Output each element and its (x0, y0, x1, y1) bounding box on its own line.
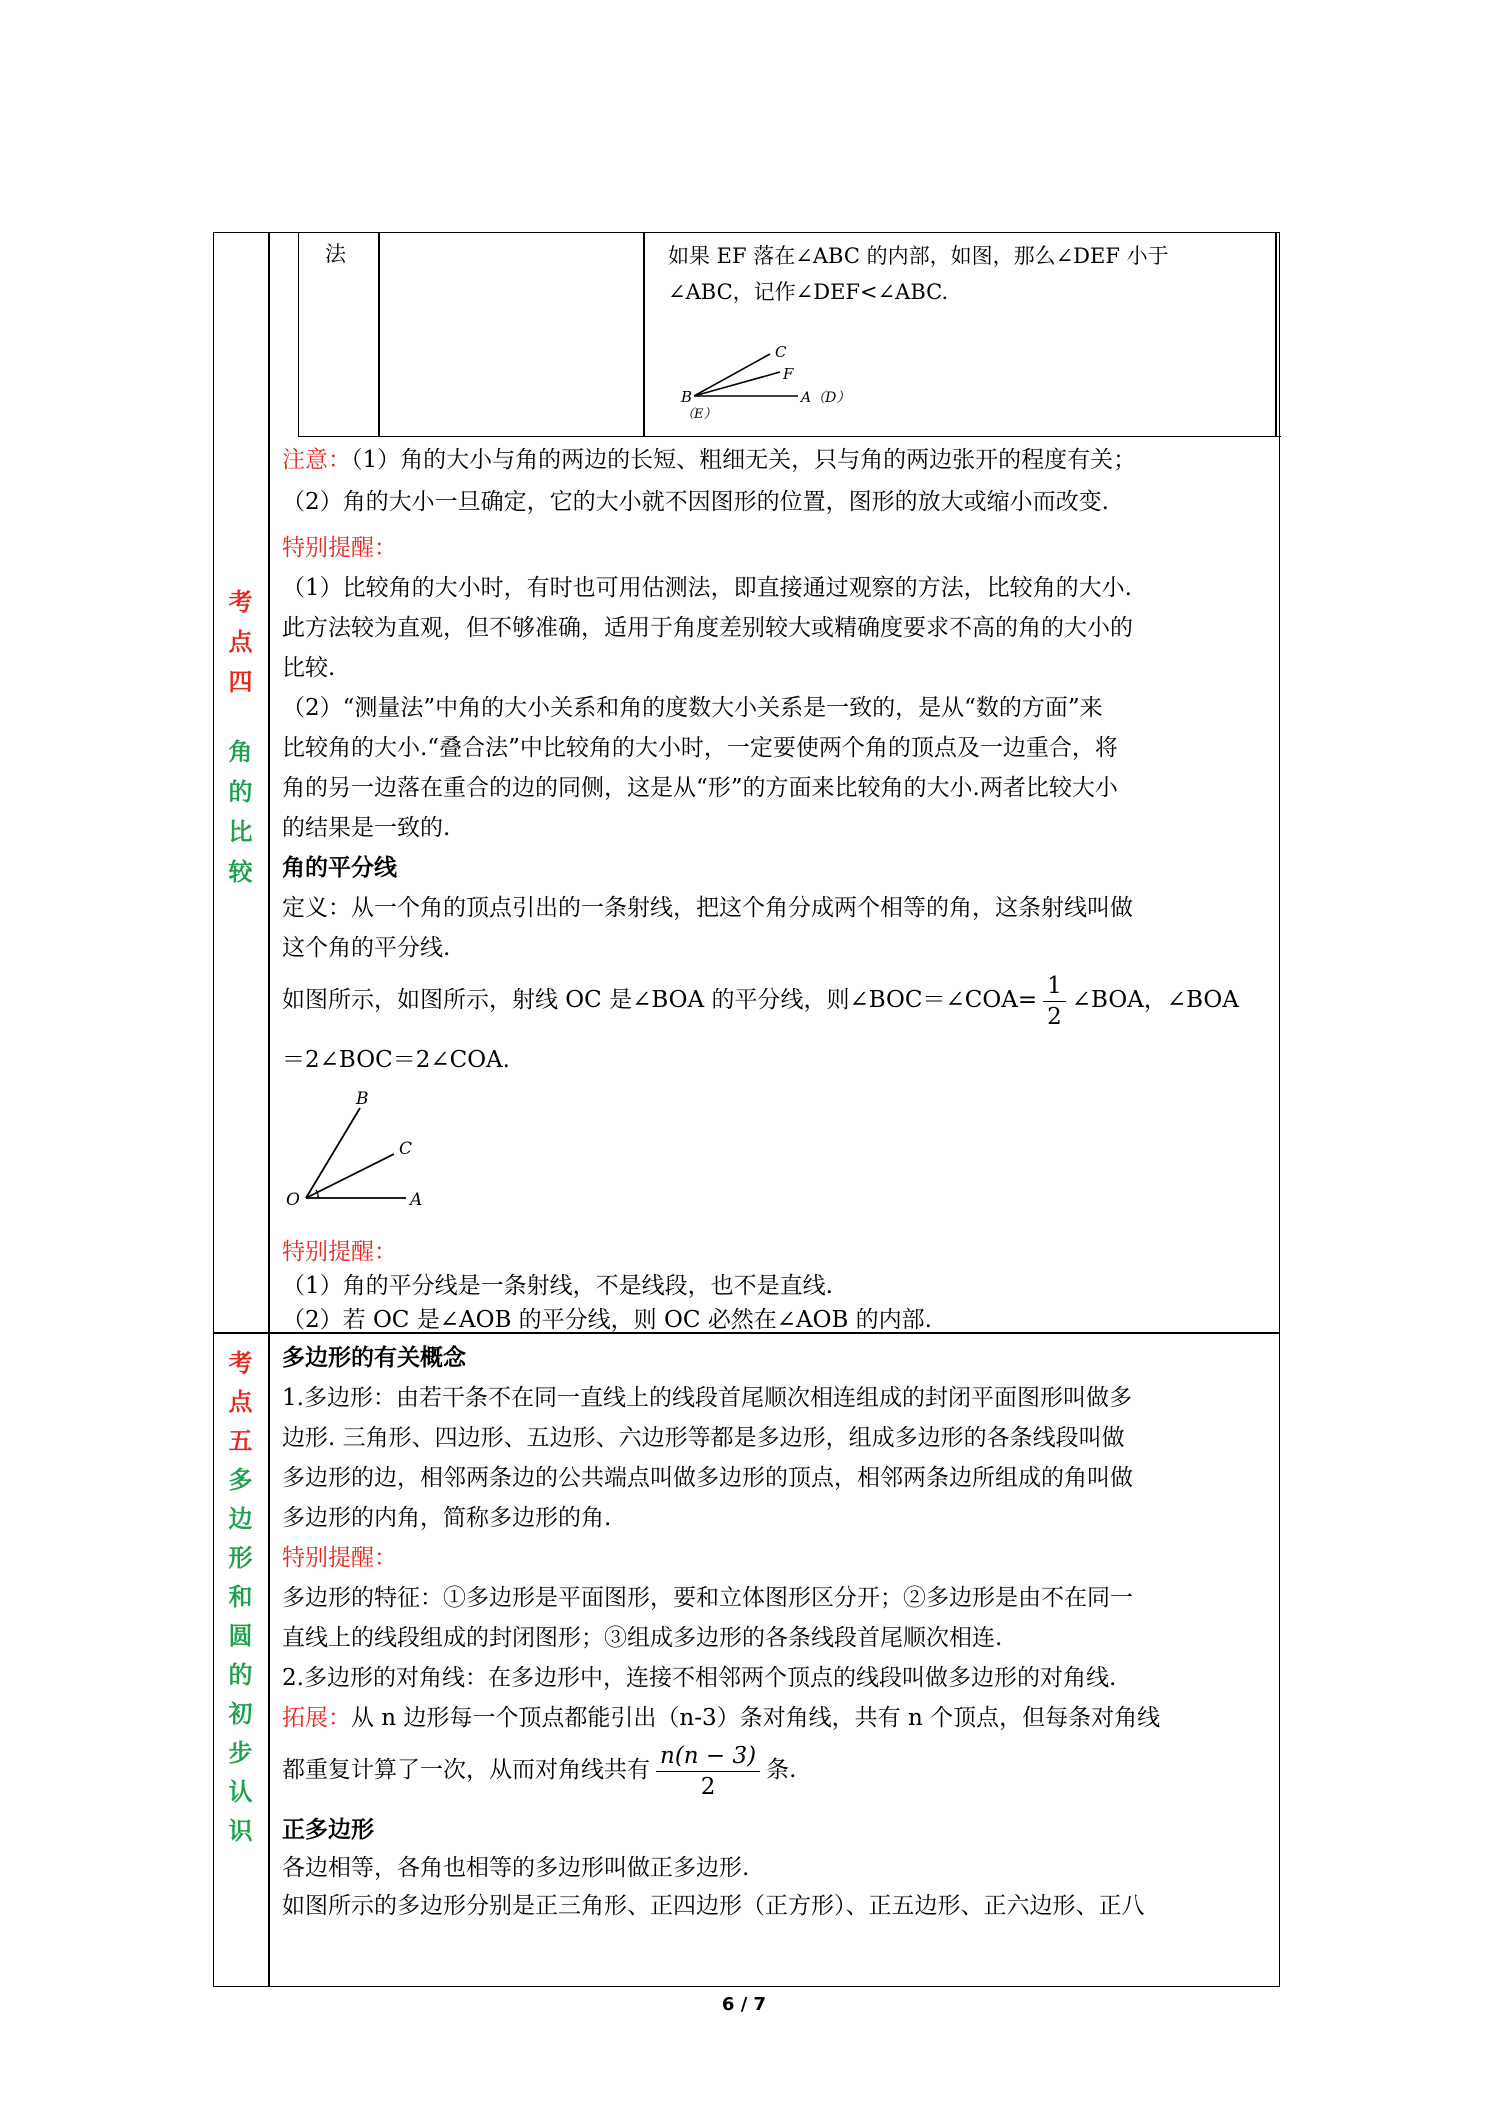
fraction-half (1043, 971, 1066, 1032)
paragraph-line: 如图所示的多边形分别是正三角形、正四边形（正方形）、正五边形、正六边形、正八 (282, 1893, 1145, 1919)
page-number: 6 / 7 (721, 1994, 767, 2015)
side-char: 四 (228, 668, 253, 696)
column-divider (268, 232, 270, 1987)
extension-line (282, 1698, 1272, 1738)
paragraph-line: 比较角的大小.“叠合法”中比较角的大小时，一定要使两个角的顶点及一边重合，将 (282, 735, 1118, 761)
label-b: B (356, 1089, 369, 1109)
side-char: 的 (228, 778, 253, 806)
paragraph-line: 2.多边形的对角线：在多边形中，连接不相邻两个顶点的线段叫做多边形的对角线. (282, 1665, 1117, 1691)
paragraph-line: 多边形的特征：①多边形是平面图形，要和立体图形区分开；②多边形是由不在同一 (282, 1585, 1133, 1611)
paragraph-line: 边形. 三角形、四边形、五边形、六边形等都是多边形，组成多边形的各条线段叫做 (282, 1425, 1125, 1451)
paragraph-line: （2）“测量法”中角的大小关系和角的度数大小关系是一致的，是从“数的方面”来 (282, 695, 1103, 721)
side-char: 圆 (228, 1622, 253, 1650)
note-line: （2）角的大小一旦确定，它的大小就不因图形的位置，图形的放大或缩小而改变. (282, 489, 1109, 515)
side-char: 角 (228, 738, 253, 766)
fraction-numerator: 1 (1043, 971, 1066, 1002)
section-heading: 角的平分线 (282, 855, 397, 881)
nested-table (298, 232, 1281, 437)
formula-text: 如图所示，如图所示，射线 OC 是∠BOA 的平分线，则∠BOC＝∠COA= (282, 987, 1038, 1013)
side-char: 形 (228, 1544, 253, 1572)
formula-line: ＝2∠BOC＝2∠COA. (282, 1047, 510, 1073)
side-char: 五 (228, 1427, 253, 1455)
side-char: 边 (228, 1505, 253, 1533)
paragraph-line: 定义：从一个角的顶点引出的一条射线，把这个角分成两个相等的角，这条射线叫做 (282, 895, 1133, 921)
side-char: 初 (228, 1700, 253, 1728)
label-c: C (399, 1139, 413, 1159)
side-char: 比 (228, 818, 253, 846)
paragraph-line: （1）比较角的大小时，有时也可用估测法，即直接通过观察的方法，比较角的大小. (282, 575, 1132, 601)
label-ad: A（D） (801, 390, 851, 406)
note-text: （1）角的大小与角的两边的长短、粗细无关，只与角的两边张开的程度有关； (351, 447, 1137, 473)
label-e: （E） (681, 407, 717, 422)
label-o: O (286, 1190, 300, 1210)
label-f: F (783, 365, 794, 383)
reminder-label: 特别提醒： (282, 535, 397, 561)
side-char: 认 (228, 1778, 253, 1806)
paragraph-line: 多边形的边，相邻两条边的公共端点叫做多边形的顶点，相邻两条边所组成的角叫做 (282, 1465, 1133, 1491)
nested-table-right-border (1275, 232, 1277, 437)
side-char: 识 (228, 1817, 253, 1845)
paragraph-line: 此方法较为直观，但不够准确，适用于角度差别较大或精确度要求不高的角的大小的 (282, 615, 1133, 641)
method-label: 法 (325, 242, 346, 266)
side-char: 步 (228, 1739, 253, 1767)
method-description (668, 238, 1248, 310)
paragraph-line: （2）若 OC 是∠AOB 的平分线，则 OC 必然在∠AOB 的内部. (282, 1307, 932, 1333)
paragraph-line: 各边相等，各角也相等的多边形叫做正多边形. (282, 1855, 750, 1881)
nested-column-divider (378, 232, 380, 437)
label-a: A (410, 1190, 423, 1210)
formula-text: 条. (766, 1757, 797, 1783)
section-heading: 正多边形 (282, 1817, 374, 1843)
fraction-numerator: n(n − 3) (656, 1741, 760, 1772)
formula-line (282, 1738, 1272, 1802)
paragraph-line: （1）角的平分线是一条射线，不是线段，也不是直线. (282, 1273, 833, 1299)
angle-bisector-figure (282, 1090, 442, 1210)
note-label: 注意： (282, 447, 351, 473)
section-heading: 多边形的有关概念 (282, 1345, 466, 1371)
formula-line (282, 968, 1272, 1032)
fraction-denominator: 2 (700, 1773, 716, 1800)
paragraph-line: 多边形的内角，简称多边形的角. (282, 1505, 612, 1531)
paragraph-line: 直线上的线段组成的封闭图形；③组成多边形的各条线段首尾顺次相连. (282, 1625, 1003, 1651)
fraction-denominator: 2 (1047, 1003, 1062, 1030)
label-c: C (775, 343, 787, 361)
paragraph-line: 1.多边形：由若干条不在同一直线上的线段首尾顺次相连组成的封闭平面图形叫做多 (282, 1385, 1132, 1411)
paragraph-line: 的结果是一致的. (282, 815, 451, 841)
angle-comparison-figure (668, 310, 868, 420)
formula-text: ∠BOA，∠BOA (1071, 987, 1239, 1013)
side-char: 考 (228, 588, 253, 616)
side-char: 点 (228, 1388, 253, 1416)
reminder-label: 特别提醒： (282, 1239, 397, 1265)
formula-text: 都重复计算了一次，从而对角线共有 (282, 1757, 650, 1783)
side-char: 的 (228, 1661, 253, 1689)
nested-column-divider (643, 232, 645, 437)
description-line: ∠ABC，记作∠DEF<∠ABC. (668, 280, 949, 304)
extension-label: 拓展： (282, 1705, 351, 1731)
side-label-kaodian4 (213, 582, 268, 892)
description-line: 如果 EF 落在∠ABC 的内部，如图，那么∠DEF 小于 (668, 244, 1169, 268)
label-b: B (681, 388, 693, 406)
side-char: 较 (228, 858, 253, 886)
extension-text: 从 n 边形每一个顶点都能引出（n-3）条对角线，共有 n 个顶点，但每条对角线 (351, 1705, 1161, 1731)
paragraph-line: 这个角的平分线. (282, 935, 451, 961)
side-char: 点 (228, 628, 253, 656)
reminder-label: 特别提醒： (282, 1545, 397, 1571)
paragraph-line: 比较. (282, 655, 336, 681)
side-label-kaodian5 (213, 1344, 268, 1851)
fraction-diagonals (656, 1741, 760, 1802)
side-char: 多 (228, 1466, 253, 1494)
side-char: 考 (228, 1349, 253, 1377)
side-char: 和 (228, 1583, 253, 1611)
note-line (282, 440, 1272, 480)
paragraph-line: 角的另一边落在重合的边的同侧，这是从“形”的方面来比较角的大小.两者比较大小 (282, 775, 1118, 801)
